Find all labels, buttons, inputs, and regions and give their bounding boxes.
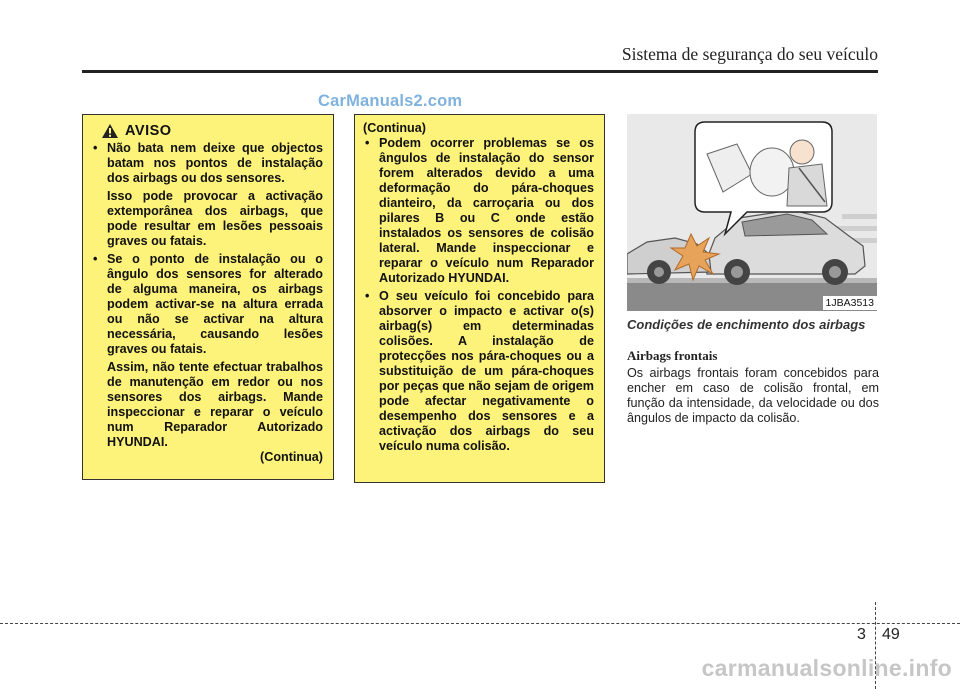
continuation-box	[354, 114, 605, 483]
warning-paragraph: • Se o ponto de instalação ou o ângulo dos sensores for alterado de alguma maneira, os airbags podem activar-se na altura errada ou não se activar na altura necessária, causando lesões graves ou fatais.	[107, 252, 323, 356]
section-body: Os airbags frontais foram concebidos para encher em caso de colisão frontal, em função da intensidade, da velocidade ou dos ângulos de impacto da colisão.	[627, 366, 879, 425]
warning-paragraph: • Não bata nem deixe que objectos batam nos pontos de instalação dos airbags ou dos sensores.	[107, 141, 323, 185]
warning-list	[91, 141, 323, 450]
warning-triangle-icon	[101, 123, 119, 139]
warning-paragraph: Isso pode provocar a activação extemporânea dos airbags, que pode resultar em lesões pessoais graves ou fatais.	[107, 189, 323, 248]
chapter-number: 3	[857, 626, 866, 643]
watermark-bottom: carmanualsonline.info	[701, 655, 952, 681]
collision-illustration	[627, 114, 877, 311]
continuation-list	[363, 136, 594, 454]
continuation-item: • Podem ocorrer problemas se os ângulos de instalação do sensor forem alterados devido a uma deformação do pára-choques dianteiro, da carroçaria ou dos pilares B ou C onde estão instalados os sensores de colisão lateral. Mande inspeccionar e reparar o veículo num Reparador Autorizado HYUNDAI.	[363, 136, 594, 286]
warning-heading	[101, 123, 323, 139]
warning-box	[82, 114, 334, 480]
figure-code-label: 1JBA3513	[823, 296, 877, 310]
warning-item	[91, 252, 323, 450]
page-number: 49	[882, 626, 900, 643]
warning-paragraph: Assim, não tente efectuar trabalhos de manutenção em redor ou nos sensores dos airbags. Mande inspeccionar e reparar o veículo num Reparador Autorizado HYUNDAI.	[107, 360, 323, 449]
header-rule	[82, 70, 878, 73]
watermark-top: CarManuals2.com	[318, 92, 463, 110]
running-header-title: Sistema de segurança do seu veículo	[621, 44, 878, 64]
section-subtitle: Airbags frontais	[627, 348, 718, 363]
footer-rule	[0, 623, 960, 624]
warning-title: AVISO	[125, 122, 172, 139]
section-title: Condições de enchimento dos airbags	[627, 317, 866, 332]
car-collision-drawing	[627, 114, 877, 311]
continuation-item: • O seu veículo foi concebido para absorver o impacto e activar o(s) airbag(s) em determinadas colisões. A instalação de protecções nos pára-choques ou a substituição de um pára-choques por peças que não sejam de origem pode afectar negativamente o desempenho dos sensores e a activação dos airbags do seu veículo numa colisão.	[363, 289, 594, 454]
continued-label: (Continua)	[260, 450, 323, 464]
warning-item	[91, 141, 323, 249]
continuation-heading: (Continua)	[363, 121, 426, 135]
